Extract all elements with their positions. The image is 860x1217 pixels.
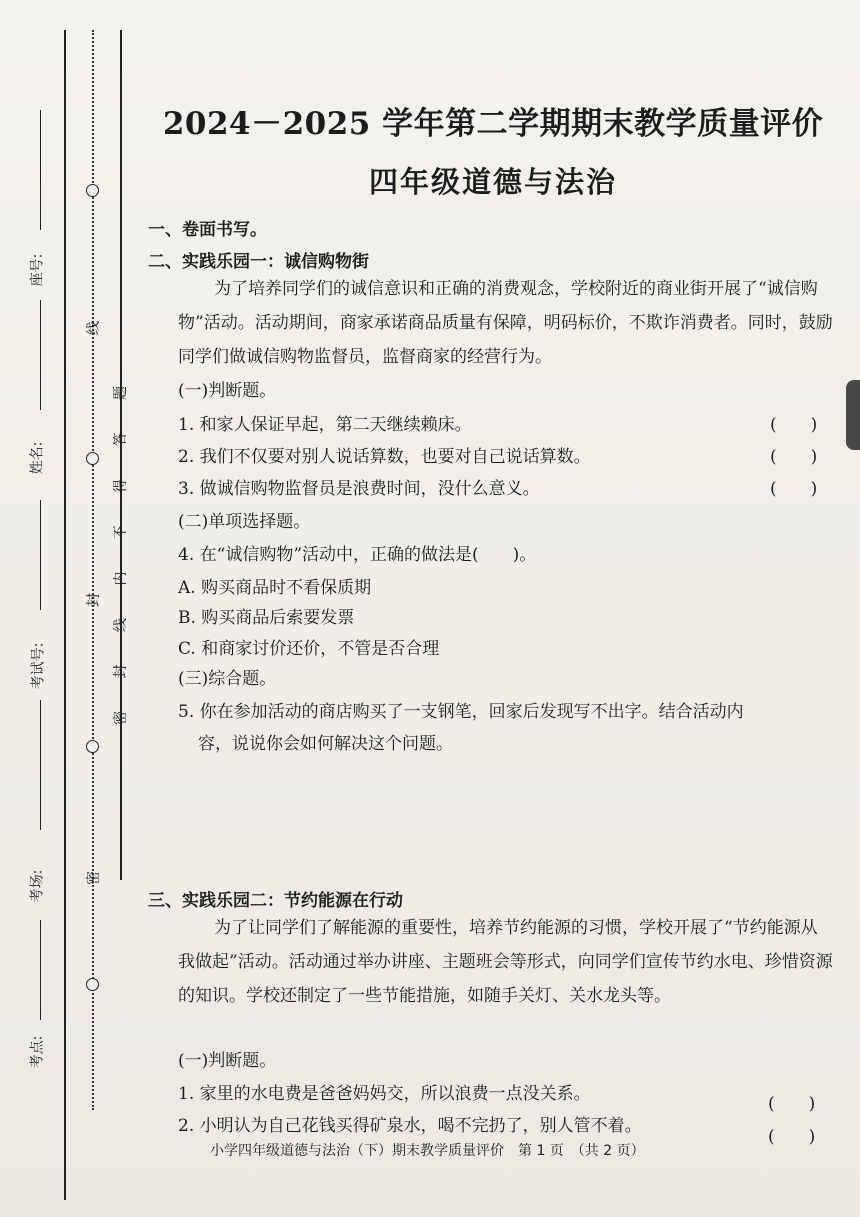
s2-judge-heading: (一)判断题。	[178, 381, 277, 401]
s3-q2-answer-blank[interactable]: ( )	[768, 1127, 816, 1147]
s2-question-5-line-1: 5. 你在参加活动的商店购买了一支钢笔，回家后发现写不出字。结合活动内	[178, 702, 744, 722]
s2-question-2: 2. 我们不仅要对别人说话算数，也要对自己说话算数。	[178, 447, 591, 467]
exam-number-label: 考试号:	[30, 642, 47, 690]
s2-comprehensive-heading: (三)综合题。	[178, 669, 277, 689]
finger-shadow	[846, 380, 860, 450]
room-underline	[40, 700, 41, 830]
exam-subtitle: 四年级道德与法治	[368, 165, 617, 199]
seat-underline	[40, 110, 41, 230]
s3-judge-heading: (一)判断题。	[178, 1051, 277, 1071]
s2-q2-answer-blank[interactable]: ( )	[770, 447, 818, 467]
binding-hole-4	[86, 978, 99, 991]
section-3-paragraph: 为了让同学们了解能源的重要性，培养节约能源的习惯，学校开展了“节约能源从我做起”活动。活动通过举办讲座、主题班会等形式，向同学们宣传节约水电、珍惜资源的知识。学校还制定了一些节能措施，如随手关灯、关水龙头等。	[178, 918, 833, 1006]
s3-question-2: 2. 小明认为自己花钱买得矿泉水，喝不完扔了，别人管不着。	[178, 1116, 642, 1136]
name-label: 姓名:	[29, 441, 46, 475]
s2-q4-option-c: C. 和商家讨价还价，不管是否合理	[178, 639, 440, 659]
s2-question-1: 1. 和家人保证早起，第二天继续赖床。	[178, 415, 472, 435]
s3-q1-answer-blank[interactable]: ( )	[768, 1094, 816, 1114]
s2-choice-heading: (二)单项选择题。	[178, 512, 311, 532]
binding-hole-2	[86, 452, 99, 465]
binding-line-left	[64, 30, 66, 1200]
section-2-paragraph: 为了培养同学们的诚信意识和正确的消费观念，学校附近的商业街开展了“诚信购物”活动。活动期间，商家承诺商品质量有保障，明码标价，不欺诈消费者。同时，鼓励同学们做诚信购物监督员，监督商家的经营行为。	[178, 279, 833, 367]
section-2-heading: 二、实践乐园一：诚信购物街	[148, 252, 369, 272]
seat-label: 座号:	[29, 253, 46, 287]
site-label: 考点:	[29, 1035, 46, 1069]
s2-question-4: 4. 在“诚信购物”活动中，正确的做法是( )。	[178, 545, 537, 565]
exam-number-underline	[40, 500, 41, 610]
s2-question-5-line-2: 容，说说你会如何解决这个问题。	[198, 734, 453, 754]
room-label: 考场:	[29, 869, 46, 903]
site-underline	[40, 920, 41, 1020]
section-3-heading: 三、实践乐园二：节约能源在行动	[148, 891, 403, 911]
name-underline	[40, 300, 41, 410]
binding-hole-3	[86, 740, 99, 753]
mi-char: 密	[86, 871, 102, 885]
seal-char: 封	[86, 593, 102, 607]
no-answer-notice: 密 封 线 内 不 得 答 题	[113, 371, 129, 725]
s2-q4-option-a: A. 购买商品时不看保质期	[178, 578, 372, 598]
line-char: 线	[86, 321, 102, 335]
s3-question-1: 1. 家里的水电费是爸爸妈妈交，所以浪费一点没关系。	[178, 1084, 591, 1104]
binding-hole-1	[86, 184, 99, 197]
s2-q3-answer-blank[interactable]: ( )	[770, 479, 818, 499]
exam-title: 2024－2025 学年第二学期期末教学质量评价	[162, 106, 824, 142]
page-footer: 小学四年级道德与法治（下）期末教学质量评价 第 1 页 （共 2 页）	[210, 1143, 645, 1159]
s2-q1-answer-blank[interactable]: ( )	[770, 415, 818, 435]
section-1-heading: 一、卷面书写。	[148, 220, 267, 240]
s2-q4-option-b: B. 购买商品后索要发票	[178, 608, 355, 628]
s2-question-3: 3. 做诚信购物监督员是浪费时间，没什么意义。	[178, 479, 540, 499]
